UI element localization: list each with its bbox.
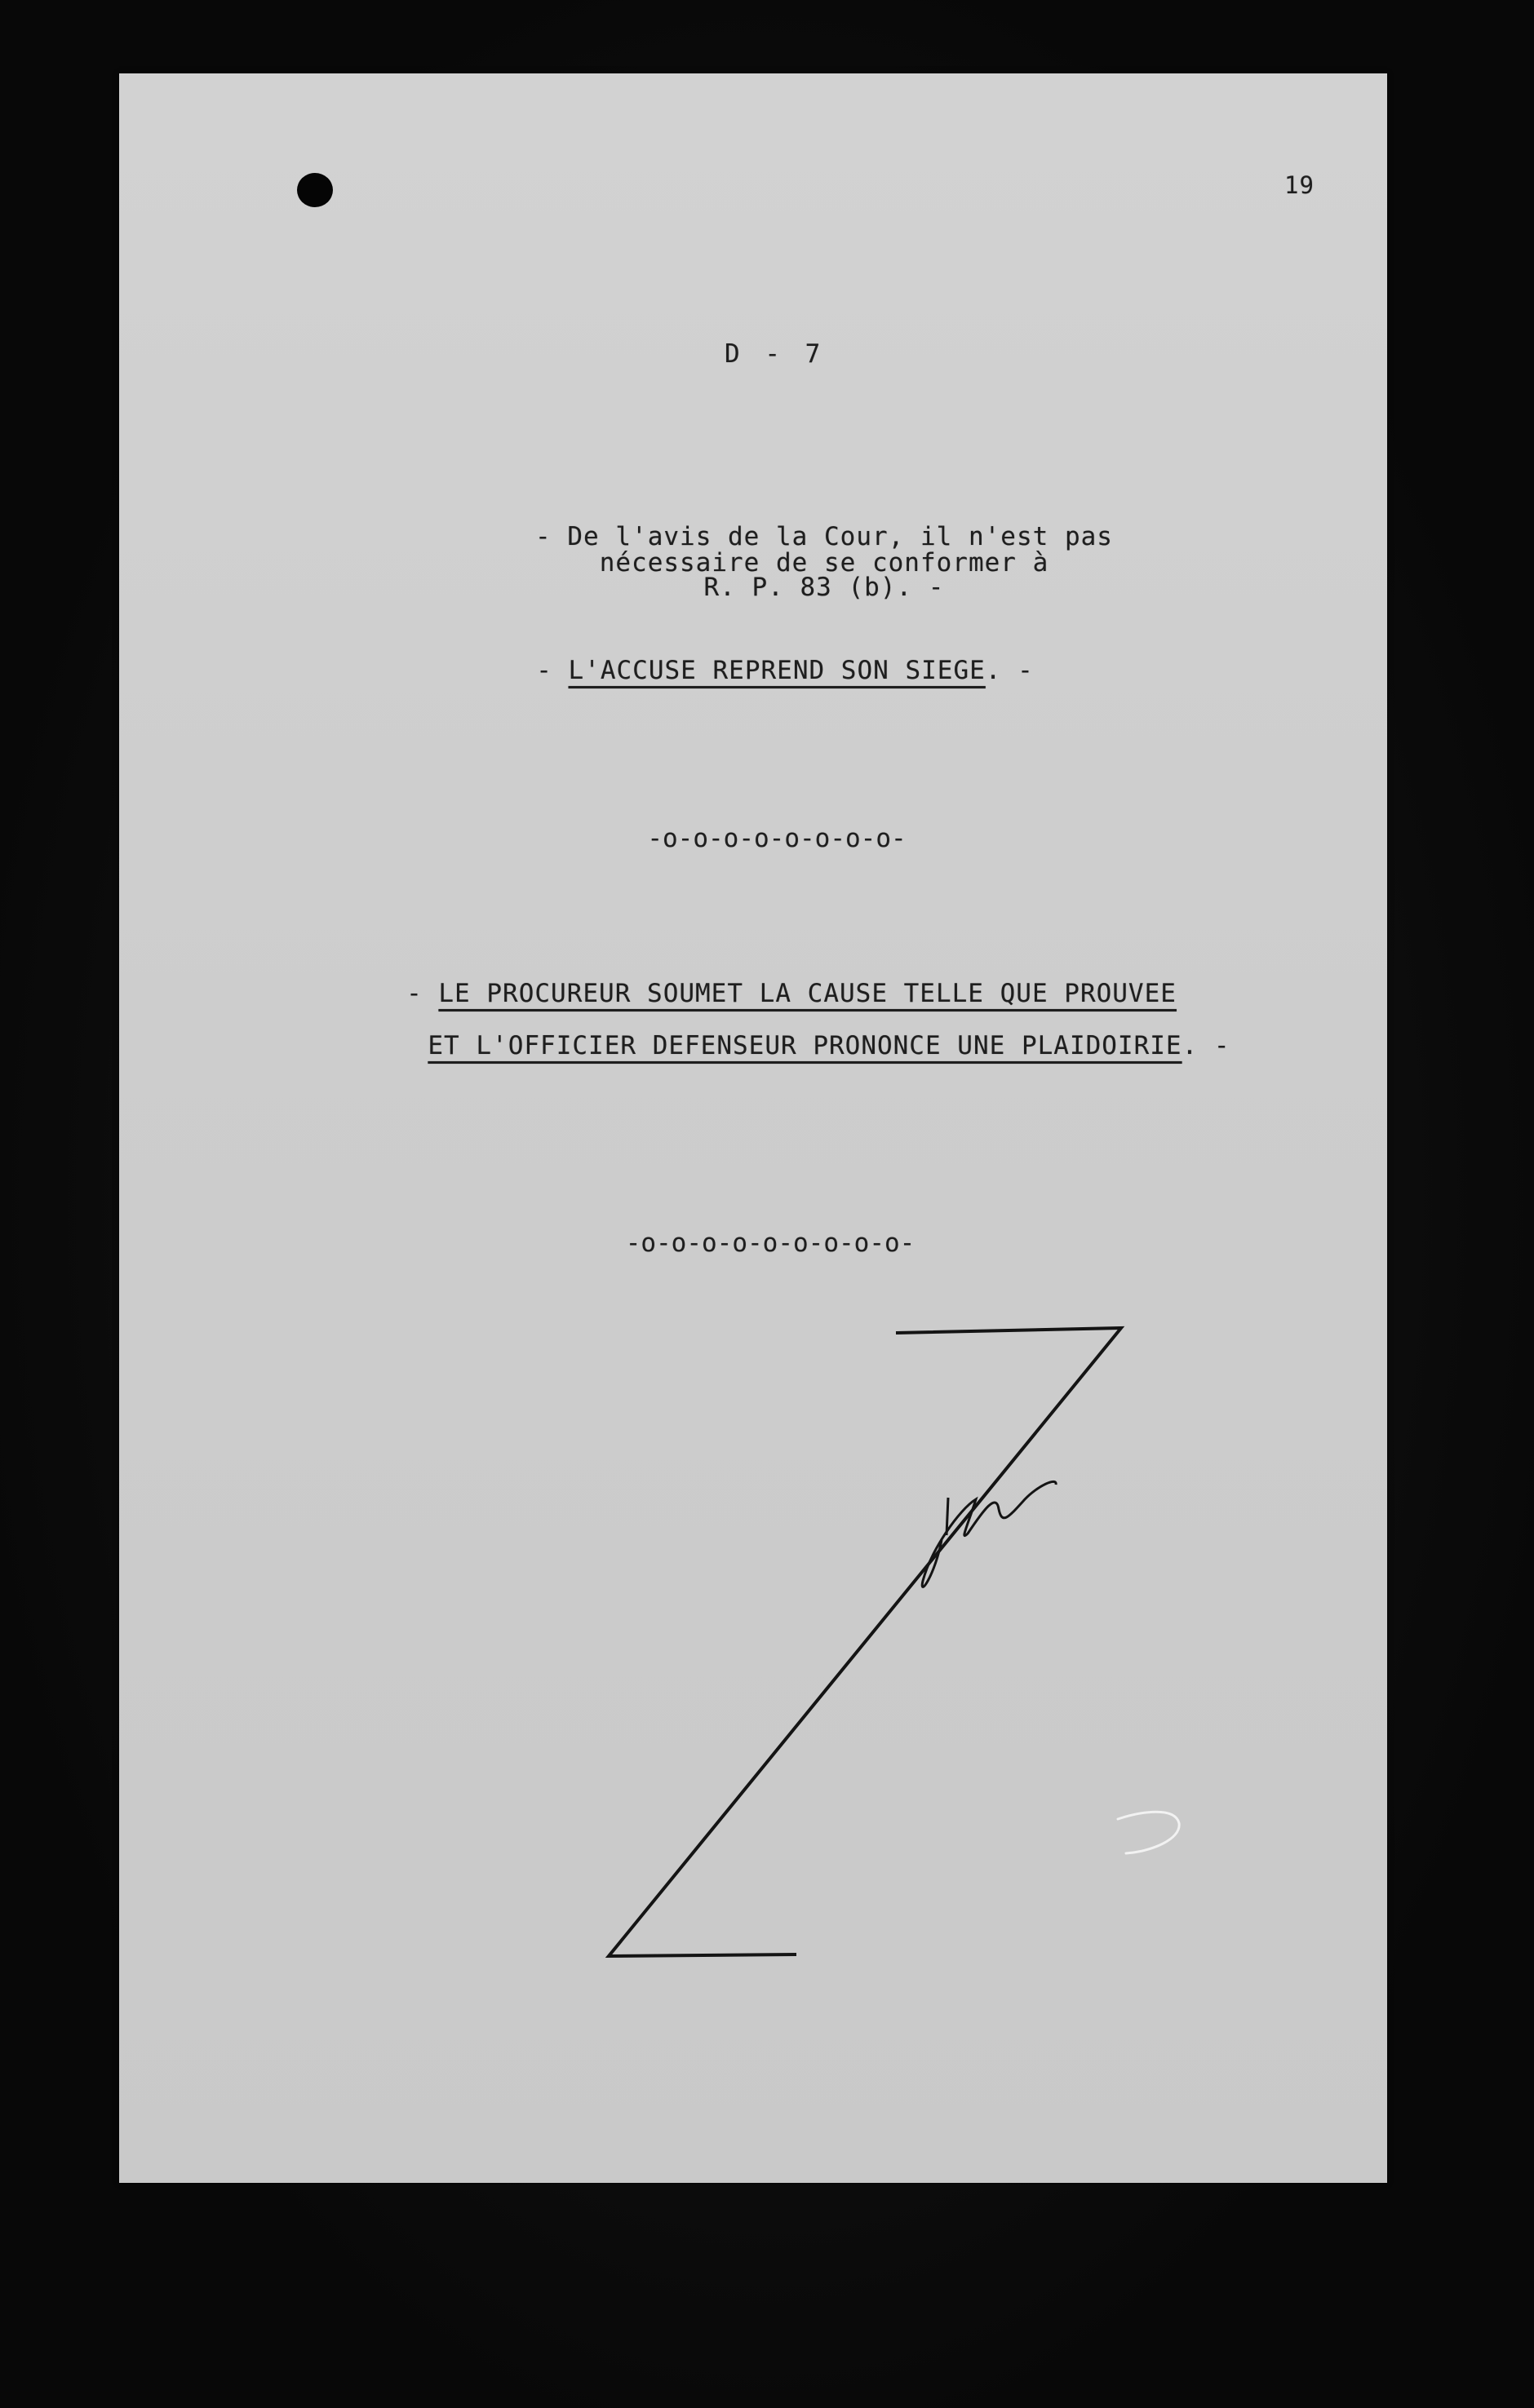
prosecutor-prefix: - [406, 979, 439, 1008]
pencil-mark-stroke [1118, 1812, 1179, 1853]
separator-line-1: -o-o-o-o-o-o-o-o- [647, 824, 907, 853]
section-code: D - 7 [725, 339, 826, 369]
page-number: 19 [1284, 171, 1315, 199]
initials-signature [922, 1481, 1056, 1587]
court-opinion-line-3: R. P. 83 (b). - [703, 573, 945, 602]
pencil-margin-mark [1102, 1795, 1199, 1868]
separator-line-2: -o-o-o-o-o-o-o-o-o- [625, 1228, 916, 1258]
accused-prefix: - [536, 656, 569, 685]
accused-suffix: . - [985, 656, 1034, 685]
accused-text: L'ACCUSE REPREND SON SIEGE [568, 656, 986, 685]
initials-stroke [947, 1498, 948, 1535]
court-opinion-line-1: - De l'avis de la Cour, il n'est pas [535, 522, 1113, 551]
court-opinion-line-2: nécessaire de se conformer à [599, 548, 1049, 578]
prosecutor-text: LE PROCUREUR SOUMET LA CAUSE TELLE QUE PROUVEE [438, 979, 1177, 1008]
defense-text: ET L'OFFICIER DEFENSEUR PRONONCE UNE PLAIDOIRIE [428, 1031, 1182, 1060]
z-stroke [609, 1328, 1121, 1956]
defense-suffix: . - [1182, 1031, 1230, 1060]
